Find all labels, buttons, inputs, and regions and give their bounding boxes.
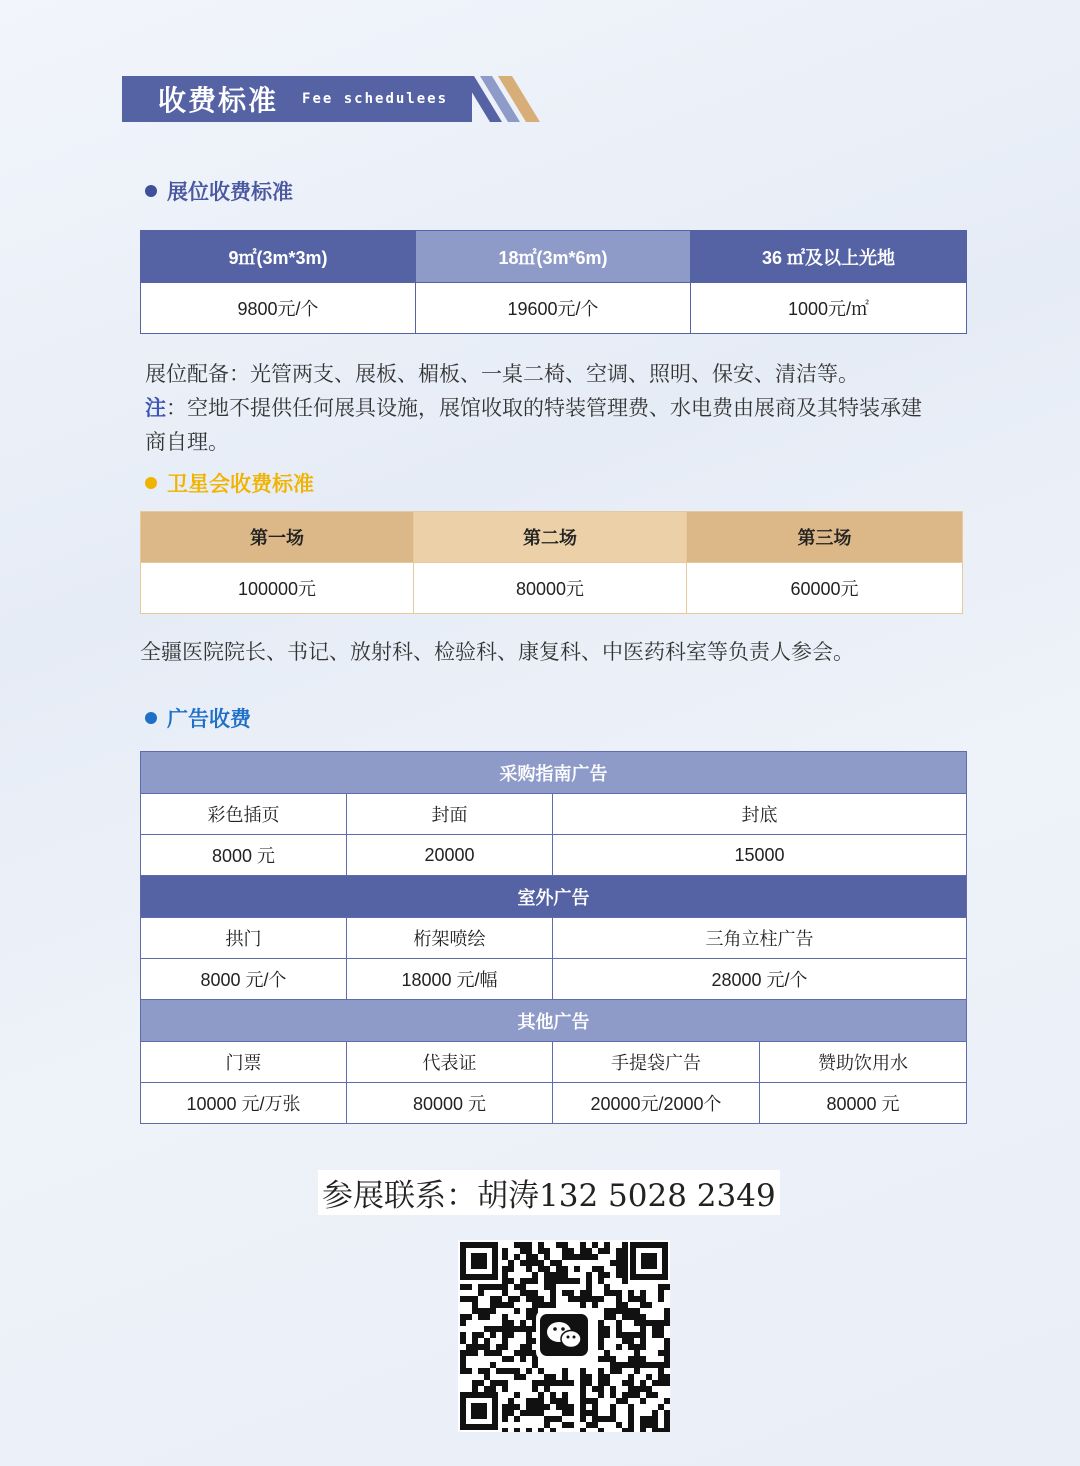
table-cell: 9800元/个 [141, 283, 416, 334]
table-header-cell: 第二场 [414, 512, 687, 563]
other-ad-band [141, 1000, 967, 1042]
page-subtitle: Fee schedulees [302, 91, 449, 107]
table-cell: 28000 元/个 [553, 959, 967, 1000]
table-cell: 15000 [553, 835, 967, 876]
table-cell: 100000元 [141, 563, 414, 614]
table-cell: 80000元 [414, 563, 687, 614]
header-bar [122, 76, 472, 122]
table-cell: 封面 [347, 794, 553, 835]
table-header-row [141, 231, 967, 283]
outdoor-ad-band [141, 876, 967, 918]
satellite-section-title [145, 468, 314, 498]
note-text: ：空地不提供任何展具设施，展馆收取的特装管理费、水电费由展商及其特装承建 [166, 397, 922, 420]
table-cell: 19600元/个 [416, 283, 691, 334]
table-header-cell: 第三场 [687, 512, 963, 563]
note-text-continued: 商自理。 [145, 431, 229, 454]
table-header-cell: 36 ㎡及以上光地 [691, 231, 967, 283]
table-row [141, 794, 967, 835]
ads-section-label: 广告收费 [167, 708, 251, 731]
table-cell: 封底 [553, 794, 967, 835]
table-cell: 80000 元 [760, 1083, 967, 1124]
header-banner [122, 76, 532, 124]
band-title: 采购指南广告 [141, 752, 967, 794]
satellite-section-label: 卫星会收费标准 [167, 473, 314, 496]
table-cell: 赞助饮用水 [760, 1042, 967, 1083]
guide-ad-band [141, 752, 967, 794]
table-cell: 门票 [141, 1042, 347, 1083]
equipment-text: 展位配备：光管两支、展板、楣板、一桌二椅、空调、照明、保安、清洁等。 [145, 363, 859, 386]
table-cell: 8000 元 [141, 835, 347, 876]
booth-fee-table [140, 230, 967, 334]
note-label: 注 [145, 397, 166, 420]
table-row [141, 283, 967, 334]
table-header-cell: 9㎡(3m*3m) [141, 231, 416, 283]
table-cell: 桁架喷绘 [347, 918, 553, 959]
table-cell: 18000 元/幅 [347, 959, 553, 1000]
bullet-dot-icon [145, 477, 157, 489]
ads-section-title [145, 703, 251, 733]
stripes-decoration-icon [462, 76, 542, 124]
table-cell: 10000 元/万张 [141, 1083, 347, 1124]
table-cell: 20000元/2000个 [553, 1083, 760, 1124]
table-cell: 20000 [347, 835, 553, 876]
table-cell: 三角立柱广告 [553, 918, 967, 959]
booth-section-label: 展位收费标准 [167, 181, 293, 204]
table-cell: 拱门 [141, 918, 347, 959]
table-row [141, 1083, 967, 1124]
satellite-fee-table [140, 511, 963, 614]
table-cell: 彩色插页 [141, 794, 347, 835]
table-header-row [141, 512, 963, 563]
table-row [141, 563, 963, 614]
page-title: 收费标准 [158, 85, 279, 116]
table-cell: 60000元 [687, 563, 963, 614]
satellite-description: 全疆医院院长、书记、放射科、检验科、康复科、中医药科室等负责人参会。 [140, 641, 854, 664]
note-line [145, 392, 965, 426]
table-row [141, 1042, 967, 1083]
table-row [141, 959, 967, 1000]
table-header-cell: 第一场 [141, 512, 414, 563]
table-cell: 80000 元 [347, 1083, 553, 1124]
bullet-dot-icon [145, 712, 157, 724]
band-title: 其他广告 [141, 1000, 967, 1042]
table-header-cell: 18㎡(3m*6m) [416, 231, 691, 283]
booth-section-title [145, 176, 293, 206]
table-cell: 8000 元/个 [141, 959, 347, 1000]
band-title: 室外广告 [141, 876, 967, 918]
booth-notes [145, 358, 965, 460]
table-cell: 手提袋广告 [553, 1042, 760, 1083]
table-row [141, 918, 967, 959]
advertising-fee-table [140, 751, 967, 1124]
table-cell: 代表证 [347, 1042, 553, 1083]
bullet-dot-icon [145, 185, 157, 197]
contact-line: 参展联系：胡涛132 5028 2349 [318, 1170, 780, 1215]
wechat-qr-code-icon[interactable] [458, 1240, 670, 1432]
table-cell: 1000元/㎡ [691, 283, 967, 334]
table-row [141, 835, 967, 876]
